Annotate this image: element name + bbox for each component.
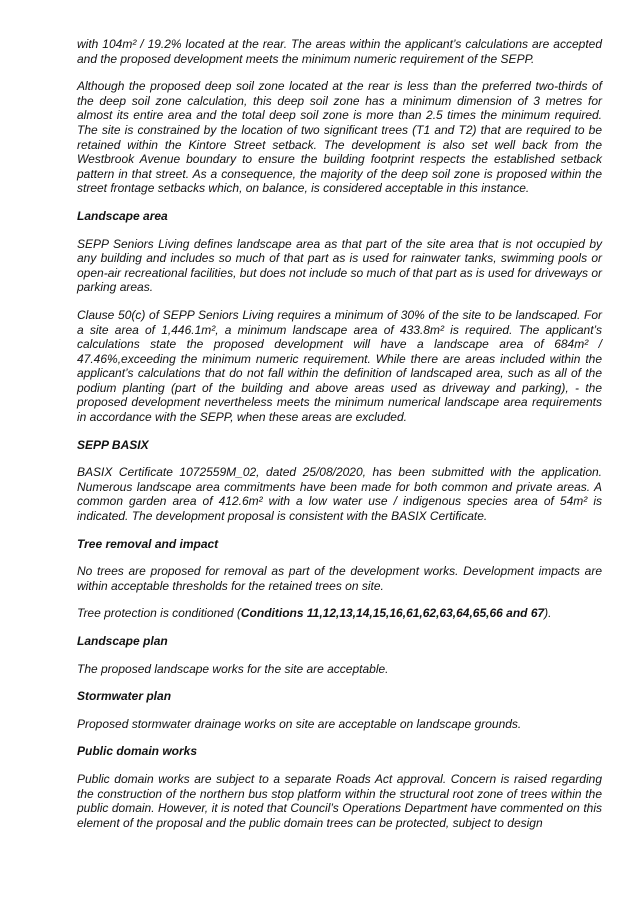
heading-public-domain-works: Public domain works (77, 744, 198, 759)
heading-tree-removal: Tree removal and impact (77, 536, 219, 551)
paragraph-deep-soil-zone: Although the proposed deep soil zone located at the rear is less than the preferred two-thirds of the deep soil zone calculation, this deep soil zone has a minimum dimension of 3 metres for almost its entire area and the total deep soil zone is more than 2.5 times the minimum required. The site is constrained by the location of two significant trees (T1 and T2) that are required to be retained within the Kintore Street setback. The development is also set well back from the Westbrook Avenue boundary to ensure the building footprint respects the established setback pattern in that street. As a consequence, the majority of the deep soil zone is proposed within the street frontage setbacks which, on balance, is considered acceptable in this instance. (77, 79, 602, 196)
paragraph-tree-removal: No trees are proposed for removal as part of the development works. Development impacts are within acceptable thresholds for the retained trees on site. (77, 564, 602, 593)
tree-protection-text: Tree protection is conditioned ( (77, 606, 241, 621)
paragraph-deep-soil-rear: with 104m² / 19.2% located at the rear. The areas within the applicant’s calculations are accepted and the proposed development meets the minimum numeric requirement of the SEPP. (77, 37, 602, 66)
paragraph-tree-protection (77, 606, 602, 621)
paragraph-clause-50c: Clause 50(c) of SEPP Seniors Living requires a minimum of 30% of the site to be landscaped. For a site area of 1,446.1m², a minimum landscape area of 433.8m² is required. The applicant’s calculations state the proposed development will have a landscape area of 684m² / 47.46%,exceeding the minimum numeric requirement. While there are areas included within the applicant’s calculations that do not fall within the definition of landscaped area, such as all of the podium planting (part of the building and above areas used as driveway and parking), - the proposed development nevertheless meets the minimum numerical landscape area requirements in accordance with the SEPP, when these areas are excluded. (77, 307, 602, 425)
heading-stormwater-plan: Stormwater plan (77, 689, 172, 704)
tree-protection-conditions: Conditions 11,12,13,14,15,16,61,62,63,64,65,66 and 67 (240, 606, 545, 621)
heading-landscape-plan: Landscape plan (77, 634, 168, 648)
paragraph-public-domain-works: Public domain works are subject to a separate Roads Act approval. Concern is raised regarding the construction of the northern bus stop platform within the structural root zone of trees within the public domain. However, it is noted that Council’s Operations Department have commented on this element of the proposal and the public domain trees can be protected, subject to design (77, 771, 602, 830)
document-page (77, 37, 602, 843)
paragraph-basix-certificate: BASIX Certificate 1072559M_02, dated 25/08/2020, has been submitted with the application. Numerous landscape area commitments have been made for both common and private areas. A common garden area of 412.6m² with a low water use / indigenous species area of 54m² is indicated. The development proposal is consistent with the BASIX Certificate. (77, 465, 602, 524)
paragraph-stormwater-plan: Proposed stormwater drainage works on site are acceptable on landscape grounds. (77, 716, 522, 731)
paragraph-landscape-plan: The proposed landscape works for the site are acceptable. (77, 661, 389, 676)
heading-sepp-basix: SEPP BASIX (77, 437, 149, 452)
tree-protection-end: ). (544, 606, 552, 621)
heading-landscape-area: Landscape area (77, 208, 168, 223)
paragraph-landscape-definition: SEPP Seniors Living defines landscape area as that part of the site area that is not occupied by any building and includes so much of that part as is used for rainwater tanks, swimming pools or open-air recreational facilities, but does not include so much of that part as is used for driveways or parking areas. (77, 236, 602, 295)
